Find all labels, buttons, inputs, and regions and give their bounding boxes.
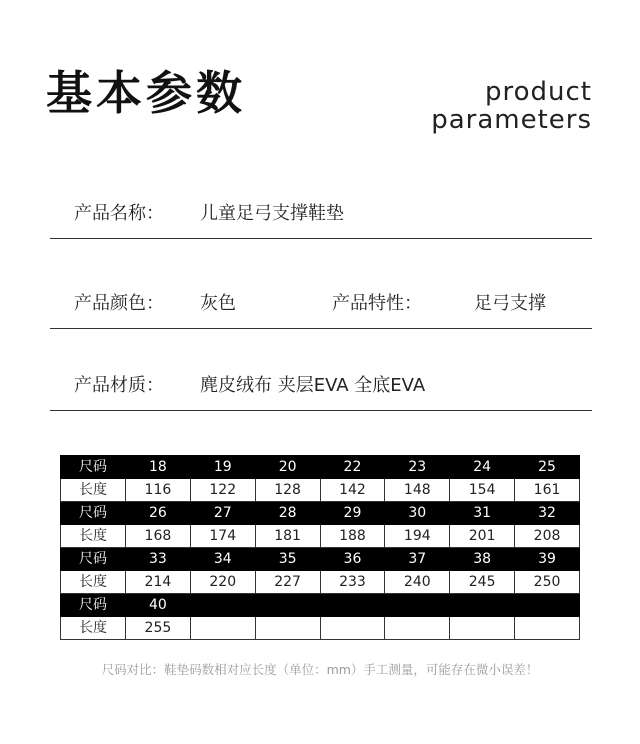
size-cell: 18 <box>126 456 191 479</box>
size-row-label: 尺码 <box>61 548 126 571</box>
length-cell: 161 <box>515 479 580 502</box>
length-cell: 174 <box>190 525 255 548</box>
size-cell: 19 <box>190 456 255 479</box>
size-cell: 38 <box>450 548 515 571</box>
size-cell <box>255 594 320 617</box>
product-feature-label: 产品特性： <box>332 293 422 314</box>
length-cell <box>320 617 385 640</box>
length-cell: 122 <box>190 479 255 502</box>
length-cell: 181 <box>255 525 320 548</box>
size-cell <box>385 594 450 617</box>
product-material-value: 麂皮绒布 夹层EVA 全底EVA <box>200 375 426 396</box>
product-material-label: 产品材质： <box>74 375 164 396</box>
size-cell: 33 <box>126 548 191 571</box>
length-cell <box>515 617 580 640</box>
length-cell: 240 <box>385 571 450 594</box>
length-cell: 154 <box>450 479 515 502</box>
length-cell <box>190 617 255 640</box>
size-row <box>61 594 580 617</box>
length-cell <box>450 617 515 640</box>
length-row <box>61 571 580 594</box>
page-title: 基本参数 <box>46 66 246 120</box>
size-row <box>61 456 580 479</box>
size-row-label: 尺码 <box>61 594 126 617</box>
product-name-value: 儿童足弓支撑鞋垫 <box>200 203 344 224</box>
length-row <box>61 479 580 502</box>
length-cell: 255 <box>126 617 191 640</box>
size-cell <box>515 594 580 617</box>
size-cell: 34 <box>190 548 255 571</box>
length-row-label: 长度 <box>61 617 126 640</box>
length-cell <box>255 617 320 640</box>
size-cell: 39 <box>515 548 580 571</box>
size-row-label: 尺码 <box>61 456 126 479</box>
size-cell: 29 <box>320 502 385 525</box>
length-cell: 214 <box>126 571 191 594</box>
size-cell: 36 <box>320 548 385 571</box>
size-cell: 24 <box>450 456 515 479</box>
size-cell <box>450 594 515 617</box>
subtitle-line-1: product <box>484 77 592 107</box>
length-row-label: 长度 <box>61 525 126 548</box>
length-cell: 142 <box>320 479 385 502</box>
length-cell: 201 <box>450 525 515 548</box>
spec-row-name <box>50 198 592 239</box>
length-cell: 168 <box>126 525 191 548</box>
size-cell <box>190 594 255 617</box>
size-note: 尺码对比：鞋垫码数相对应长度（单位：mm）手工测量，可能存在微小误差！ <box>101 662 539 677</box>
size-cell: 37 <box>385 548 450 571</box>
spec-row-material <box>50 370 592 411</box>
size-cell: 30 <box>385 502 450 525</box>
size-cell: 20 <box>255 456 320 479</box>
product-feature-value: 足弓支撑 <box>474 293 546 314</box>
size-cell: 32 <box>515 502 580 525</box>
size-table-body <box>61 456 580 640</box>
size-cell: 22 <box>320 456 385 479</box>
length-cell: 194 <box>385 525 450 548</box>
length-cell: 245 <box>450 571 515 594</box>
length-cell: 250 <box>515 571 580 594</box>
size-cell: 23 <box>385 456 450 479</box>
product-color-label: 产品颜色： <box>74 293 164 314</box>
size-row-label: 尺码 <box>61 502 126 525</box>
spec-row-color-feature <box>50 288 592 329</box>
length-cell: 128 <box>255 479 320 502</box>
subtitle-line-2: parameters <box>431 105 592 135</box>
size-row <box>61 548 580 571</box>
size-cell: 31 <box>450 502 515 525</box>
length-row <box>61 617 580 640</box>
length-cell: 220 <box>190 571 255 594</box>
size-cell <box>320 594 385 617</box>
length-cell: 148 <box>385 479 450 502</box>
size-cell: 26 <box>126 502 191 525</box>
length-cell: 188 <box>320 525 385 548</box>
size-cell: 40 <box>126 594 191 617</box>
size-cell: 35 <box>255 548 320 571</box>
size-cell: 27 <box>190 502 255 525</box>
size-row <box>61 502 580 525</box>
length-row-label: 长度 <box>61 571 126 594</box>
size-table <box>60 455 580 640</box>
page-subtitle-en <box>431 78 592 134</box>
length-cell <box>385 617 450 640</box>
product-color-value: 灰色 <box>200 293 236 314</box>
length-cell: 227 <box>255 571 320 594</box>
length-cell: 208 <box>515 525 580 548</box>
length-cell: 233 <box>320 571 385 594</box>
length-cell: 116 <box>126 479 191 502</box>
product-name-label: 产品名称： <box>74 203 164 224</box>
length-row <box>61 525 580 548</box>
length-row-label: 长度 <box>61 479 126 502</box>
size-cell: 28 <box>255 502 320 525</box>
size-cell: 25 <box>515 456 580 479</box>
